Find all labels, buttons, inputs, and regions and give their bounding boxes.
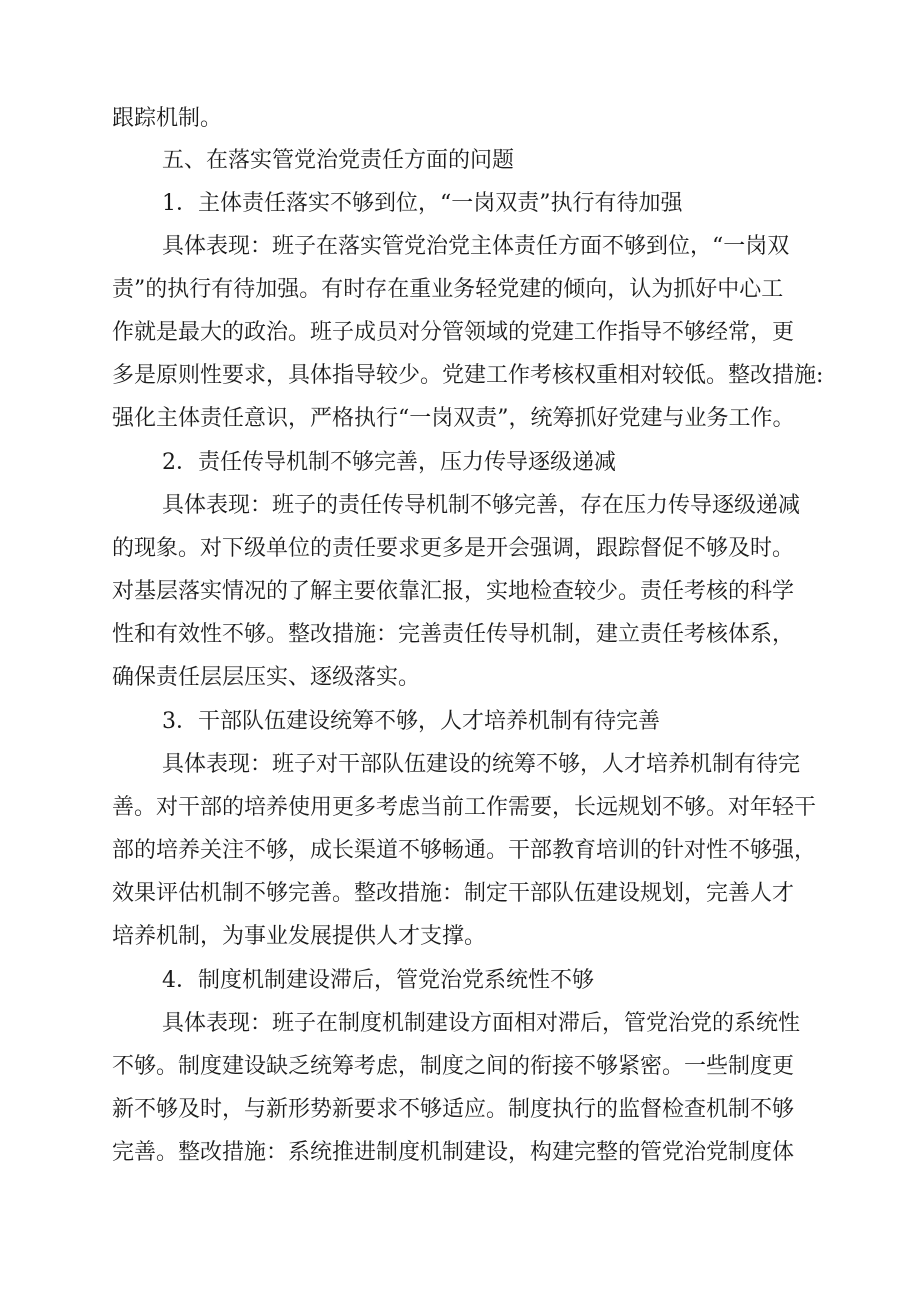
paragraph-continuation: 跟踪机制。	[112, 106, 223, 131]
body-line: 新不够及时，与新形势新要求不够适应。制度执行的监督检查机制不够	[112, 1097, 795, 1122]
body-line: 作就是最大的政治。班子成员对分管领域的党建工作指导不够经常，更	[112, 320, 795, 345]
body-line: 具体表现：班子对干部队伍建设的统筹不够，人才培养机制有待完	[162, 752, 801, 777]
body-line: 不够。制度建设缺乏统筹考虑，制度之间的衔接不够紧密。一些制度更	[112, 1054, 795, 1079]
item-heading-3: 3．干部队伍建设统筹不够，人才培养机制有待完善	[162, 709, 660, 734]
body-line: 效果评估机制不够完善。整改措施：制定干部队伍建设规划，完善人才	[112, 881, 795, 906]
body-line: 对基层落实情况的了解主要依靠汇报，实地检查较少。责任考核的科学	[112, 579, 795, 604]
body-line: 具体表现：班子在落实管党治党主体责任方面不够到位，“一岗双	[162, 234, 790, 259]
body-line: 强化主体责任意识，严格执行“一岗双责”，统筹抓好党建与业务工作。	[112, 406, 795, 431]
body-line: 善。对干部的培养使用更多考虑当前工作需要，长远规划不够。对年轻干	[112, 795, 817, 820]
body-line: 具体表现：班子的责任传导机制不够完善，存在压力传导逐级递减	[162, 493, 801, 518]
body-line: 多是原则性要求，具体指导较少。党建工作考核权重相对较低。整改措施:	[112, 363, 824, 388]
item-heading-2: 2．责任传导机制不够完善，压力传导逐级递减	[162, 450, 616, 475]
body-line: 确保责任层层压实、逐级落实。	[112, 665, 421, 690]
body-line: 部的培养关注不够，成长渠道不够畅通。干部教育培训的针对性不够强，	[112, 838, 817, 863]
item-heading-1: 1．主体责任落实不够到位，“一岗双责”执行有待加强	[162, 191, 683, 216]
body-line: 具体表现：班子在制度机制建设方面相对滞后，管党治党的系统性	[162, 1011, 801, 1036]
section-heading: 五、在落实管党治党责任方面的问题	[162, 148, 515, 173]
body-line: 性和有效性不够。整改措施：完善责任传导机制，建立责任考核体系，	[112, 622, 795, 647]
body-line: 完善。整改措施：系统推进制度机制建设，构建完整的管党治党制度体	[112, 1140, 795, 1165]
item-heading-4: 4．制度机制建设滞后，管党治党系统性不够	[162, 968, 594, 993]
body-line: 责”的执行有待加强。有时存在重业务轻党建的倾向，认为抓好中心工	[112, 277, 784, 302]
body-line: 的现象。对下级单位的责任要求更多是开会强调，跟踪督促不够及时。	[112, 536, 795, 561]
body-line: 培养机制，为事业发展提供人才支撑。	[112, 924, 487, 949]
